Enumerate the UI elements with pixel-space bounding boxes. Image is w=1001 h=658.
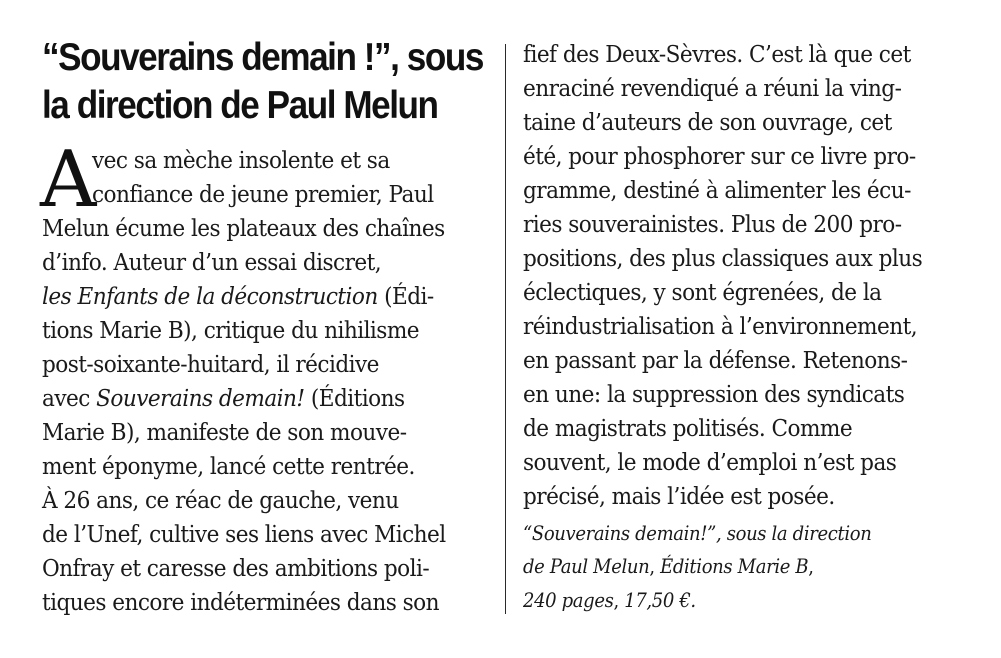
body-line: tions Marie B), critique du nihilisme — [42, 316, 420, 344]
body-line: ries souverainistes. Plus de 200 pro- — [523, 210, 902, 238]
body-line: souvent, le mode d’emploi n’est pas — [523, 448, 897, 476]
body-line: de magistrats politisés. Comme — [523, 414, 853, 442]
body-line: post-soixante-huitard, il récidive — [42, 350, 379, 378]
body-line: vec sa mèche insolente et sa — [92, 146, 390, 174]
book-caption-line: “Souverains demain!”, sous la direction — [523, 521, 872, 545]
body-line: Onfray et caresse des ambitions poli- — [42, 554, 430, 582]
body-line: confiance de jeune premier, Paul — [92, 180, 434, 208]
caption-fragment: , — [649, 554, 661, 578]
body-line: positions, des plus classiques aux plus — [523, 244, 923, 272]
body-line: À 26 ans, ce réac de gauche, venu — [42, 486, 399, 514]
body-line: Melun écume les plateaux des chaînes — [42, 214, 445, 242]
body-line: tiques encore indéterminées dans son — [42, 588, 439, 616]
caption-fragment: de Paul Melun — [523, 554, 650, 578]
body-fragment: (Éditions — [304, 384, 405, 412]
body-line: enraciné revendiqué a réuni la ving- — [523, 74, 902, 102]
body-line: ment éponyme, lancé cette rentrée. — [42, 452, 415, 480]
headline-line-2: la direction de Paul Melun — [42, 84, 438, 127]
book-title-italic: Souverains demain! — [96, 384, 305, 412]
caption-fragment: , — [613, 588, 625, 612]
body-line: fief des Deux-Sèvres. C’est là que cet — [523, 40, 911, 68]
body-line: été, pour phosphorer sur ce livre pro- — [523, 142, 916, 170]
book-caption-line — [523, 550, 814, 582]
body-fragment: avec — [42, 384, 97, 412]
book-title-italic: les Enfants de la déconstruction — [42, 282, 378, 310]
headline-line-1: “Souverains demain !”, sous — [42, 36, 483, 79]
book-caption-line — [523, 584, 696, 616]
body-line: gramme, destiné à alimenter les écu- — [523, 176, 911, 204]
body-line: en passant par la défense. Retenons- — [523, 346, 908, 374]
body-line — [42, 381, 404, 415]
caption-fragment: 240 pages — [523, 588, 614, 612]
body-line: éclectiques, y sont égrenées, de la — [523, 278, 882, 306]
article-headline — [42, 34, 483, 130]
body-line: précisé, mais l’idée est posée. — [523, 482, 835, 510]
caption-fragment: , — [808, 554, 814, 578]
body-fragment: (Édi- — [377, 282, 434, 310]
body-line — [42, 279, 434, 313]
drop-cap: A — [40, 135, 97, 225]
body-line: Marie B), manifeste de son mouve- — [42, 418, 407, 446]
body-line: de l’Unef, cultive ses liens avec Michel — [42, 520, 446, 548]
caption-fragment: 17,50 €. — [624, 588, 696, 612]
body-line: d’info. Auteur d’un essai discret, — [42, 248, 382, 276]
body-line: taine d’auteurs de son ouvrage, cet — [523, 108, 892, 136]
column-divider — [505, 44, 506, 614]
body-line: réindustrialisation à l’environnement, — [523, 312, 918, 340]
body-line: en une: la suppression des syndicats — [523, 380, 905, 408]
caption-fragment: Éditions Marie B — [660, 554, 809, 578]
